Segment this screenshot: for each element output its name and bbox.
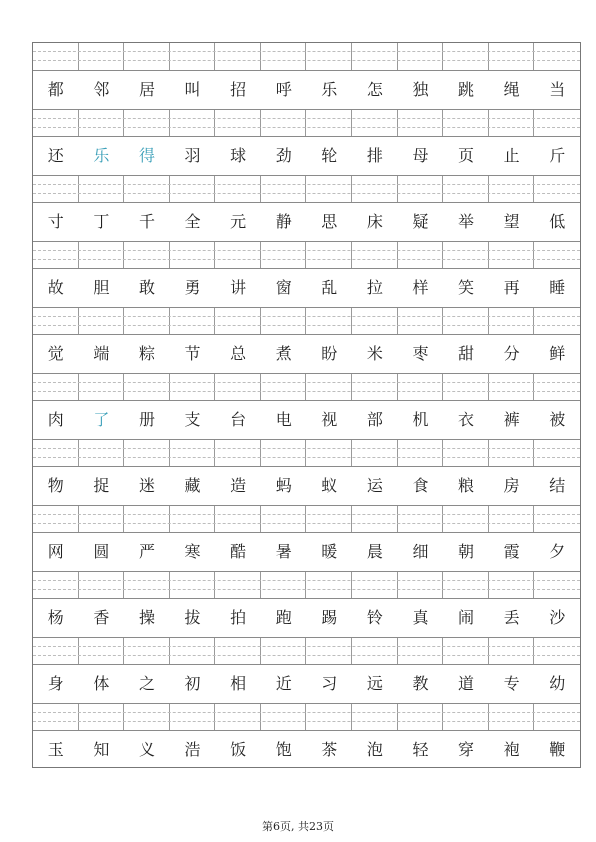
character-cell: 电 [275, 410, 292, 429]
pinyin-cell [443, 572, 489, 598]
character-cell: 窗 [275, 278, 292, 297]
pinyin-cell [79, 572, 125, 598]
pinyin-cell [398, 308, 444, 334]
character-cell: 沙 [549, 608, 566, 627]
pinyin-cell [398, 43, 444, 70]
character-line [33, 731, 580, 769]
character-cell: 衣 [458, 410, 475, 429]
character-cell: 习 [321, 674, 338, 693]
character-cell: 朝 [458, 542, 475, 561]
practice-row [33, 241, 580, 307]
pinyin-cell [443, 638, 489, 664]
practice-row [33, 175, 580, 241]
pinyin-cell [306, 572, 352, 598]
pinyin-cell [170, 176, 216, 202]
character-cell: 绳 [503, 80, 520, 99]
character-cell: 香 [93, 608, 110, 627]
pinyin-cell [306, 638, 352, 664]
character-cell: 运 [366, 476, 383, 495]
pinyin-cell [443, 704, 489, 730]
character-cell: 邻 [93, 80, 110, 99]
character-cell: 霞 [503, 542, 520, 561]
pinyin-cell [33, 43, 79, 70]
practice-row [33, 703, 580, 769]
pinyin-cell [261, 43, 307, 70]
pinyin-writing-lines [33, 175, 580, 203]
character-cell: 轮 [321, 146, 338, 165]
character-cell: 举 [458, 212, 475, 231]
character-cell: 跑 [275, 608, 292, 627]
character-cell: 泡 [366, 740, 383, 759]
character-cell: 玉 [47, 740, 64, 759]
pinyin-cell [398, 110, 444, 136]
pinyin-cell [170, 242, 216, 268]
pinyin-cell [534, 440, 580, 466]
character-cell: 之 [138, 674, 155, 693]
character-cell: 鞭 [549, 740, 566, 759]
character-cell: 寸 [47, 212, 64, 231]
pinyin-cell [489, 242, 535, 268]
pinyin-cell [398, 506, 444, 532]
pinyin-cell [443, 506, 489, 532]
character-cell: 鲜 [549, 344, 566, 363]
character-cell: 思 [321, 212, 338, 231]
character-cell: 迷 [138, 476, 155, 495]
pinyin-cell [306, 440, 352, 466]
pinyin-cell [489, 440, 535, 466]
page-footer: 第6页, 共23页 [262, 820, 334, 833]
practice-row [33, 571, 580, 637]
pinyin-writing-lines [33, 373, 580, 401]
highlighted-character: 得 [138, 146, 155, 165]
pinyin-cell [352, 110, 398, 136]
pinyin-cell [443, 176, 489, 202]
character-cell: 专 [503, 674, 520, 693]
character-cell: 视 [321, 410, 338, 429]
character-cell: 米 [366, 344, 383, 363]
pinyin-cell [261, 572, 307, 598]
pinyin-cell [534, 43, 580, 70]
pinyin-cell [170, 308, 216, 334]
practice-row [33, 637, 580, 703]
pinyin-cell [33, 704, 79, 730]
character-line [33, 137, 580, 175]
pinyin-cell [79, 506, 125, 532]
character-cell: 当 [549, 80, 566, 99]
pinyin-cell [215, 440, 261, 466]
character-cell: 网 [47, 542, 64, 561]
character-cell: 铃 [366, 608, 383, 627]
character-cell: 知 [93, 740, 110, 759]
character-cell: 样 [412, 278, 429, 297]
highlighted-character: 了 [93, 410, 110, 429]
pinyin-cell [124, 440, 170, 466]
character-cell: 静 [275, 212, 292, 231]
pinyin-cell [443, 440, 489, 466]
character-cell: 独 [412, 80, 429, 99]
character-cell: 羽 [184, 146, 201, 165]
character-line [33, 599, 580, 637]
pinyin-cell [489, 308, 535, 334]
character-cell: 茶 [321, 740, 338, 759]
pinyin-cell [170, 572, 216, 598]
pinyin-writing-lines [33, 571, 580, 599]
character-cell: 圆 [93, 542, 110, 561]
pinyin-cell [489, 110, 535, 136]
pinyin-cell [306, 506, 352, 532]
practice-row [33, 43, 580, 109]
pinyin-cell [534, 506, 580, 532]
character-cell: 勇 [184, 278, 201, 297]
pinyin-cell [261, 110, 307, 136]
character-cell: 敢 [138, 278, 155, 297]
pinyin-cell [306, 242, 352, 268]
pinyin-cell [306, 110, 352, 136]
character-cell: 斤 [549, 146, 566, 165]
character-cell: 暖 [321, 542, 338, 561]
character-cell: 结 [549, 476, 566, 495]
pinyin-cell [261, 176, 307, 202]
pinyin-cell [261, 704, 307, 730]
pinyin-cell [443, 308, 489, 334]
pinyin-writing-lines [33, 43, 580, 71]
pinyin-cell [261, 440, 307, 466]
pinyin-cell [215, 242, 261, 268]
character-practice-grid [32, 42, 581, 768]
pinyin-cell [124, 704, 170, 730]
pinyin-cell [170, 374, 216, 400]
character-cell: 蚁 [321, 476, 338, 495]
pinyin-cell [215, 176, 261, 202]
character-line [33, 533, 580, 571]
pinyin-cell [33, 440, 79, 466]
pinyin-cell [534, 374, 580, 400]
pinyin-cell [352, 176, 398, 202]
pinyin-cell [306, 308, 352, 334]
pinyin-cell [398, 704, 444, 730]
character-cell: 寒 [184, 542, 201, 561]
character-cell: 部 [366, 410, 383, 429]
pinyin-cell [443, 110, 489, 136]
practice-row [33, 109, 580, 175]
character-cell: 分 [503, 344, 520, 363]
character-cell: 幼 [549, 674, 566, 693]
character-cell: 千 [138, 212, 155, 231]
pinyin-cell [79, 638, 125, 664]
pinyin-cell [124, 110, 170, 136]
character-cell: 杨 [47, 608, 64, 627]
character-cell: 劲 [275, 146, 292, 165]
pinyin-cell [398, 572, 444, 598]
character-cell: 睡 [549, 278, 566, 297]
character-cell: 居 [138, 80, 155, 99]
pinyin-cell [352, 506, 398, 532]
character-cell: 端 [93, 344, 110, 363]
pinyin-cell [489, 374, 535, 400]
character-cell: 夕 [549, 542, 566, 561]
character-cell: 全 [184, 212, 201, 231]
character-cell: 浩 [184, 740, 201, 759]
character-cell: 初 [184, 674, 201, 693]
character-cell: 真 [412, 608, 429, 627]
pinyin-writing-lines [33, 703, 580, 731]
pinyin-cell [489, 638, 535, 664]
character-cell: 跳 [458, 80, 475, 99]
pinyin-cell [398, 242, 444, 268]
character-cell: 拉 [366, 278, 383, 297]
character-cell: 总 [230, 344, 247, 363]
character-cell: 元 [230, 212, 247, 231]
character-cell: 怎 [366, 80, 383, 99]
character-cell: 招 [230, 80, 247, 99]
character-cell: 支 [184, 410, 201, 429]
pinyin-cell [306, 43, 352, 70]
pinyin-cell [489, 506, 535, 532]
character-cell: 义 [138, 740, 155, 759]
pinyin-cell [534, 308, 580, 334]
pinyin-writing-lines [33, 109, 580, 137]
pinyin-cell [489, 704, 535, 730]
pinyin-cell [534, 704, 580, 730]
pinyin-cell [215, 704, 261, 730]
pinyin-cell [124, 572, 170, 598]
practice-row [33, 439, 580, 505]
pinyin-cell [33, 308, 79, 334]
pinyin-cell [306, 704, 352, 730]
pinyin-cell [534, 638, 580, 664]
pinyin-cell [306, 374, 352, 400]
character-cell: 再 [503, 278, 520, 297]
pinyin-cell [352, 374, 398, 400]
pinyin-writing-lines [33, 307, 580, 335]
character-cell: 母 [412, 146, 429, 165]
pinyin-cell [215, 638, 261, 664]
character-cell: 饭 [230, 740, 247, 759]
pinyin-cell [79, 704, 125, 730]
pinyin-cell [124, 43, 170, 70]
character-cell: 食 [412, 476, 429, 495]
pinyin-cell [534, 572, 580, 598]
pinyin-cell [215, 308, 261, 334]
pinyin-writing-lines [33, 637, 580, 665]
character-cell: 踢 [321, 608, 338, 627]
character-cell: 道 [458, 674, 475, 693]
pinyin-cell [261, 506, 307, 532]
character-cell: 物 [47, 476, 64, 495]
character-cell: 操 [138, 608, 155, 627]
pinyin-cell [33, 110, 79, 136]
pinyin-cell [33, 176, 79, 202]
character-line [33, 269, 580, 307]
pinyin-cell [215, 110, 261, 136]
character-cell: 肉 [47, 410, 64, 429]
pinyin-cell [261, 308, 307, 334]
pinyin-writing-lines [33, 439, 580, 467]
pinyin-cell [33, 374, 79, 400]
character-cell: 煮 [275, 344, 292, 363]
pinyin-cell [170, 506, 216, 532]
character-cell: 床 [366, 212, 383, 231]
pinyin-cell [398, 638, 444, 664]
pinyin-cell [352, 638, 398, 664]
pinyin-cell [398, 440, 444, 466]
pinyin-cell [124, 242, 170, 268]
character-cell: 严 [138, 542, 155, 561]
pinyin-cell [79, 176, 125, 202]
character-cell: 故 [47, 278, 64, 297]
pinyin-writing-lines [33, 241, 580, 269]
pinyin-cell [534, 176, 580, 202]
character-cell: 晨 [366, 542, 383, 561]
pinyin-cell [33, 506, 79, 532]
pinyin-cell [170, 440, 216, 466]
character-cell: 拍 [230, 608, 247, 627]
character-cell: 远 [366, 674, 383, 693]
pinyin-cell [261, 374, 307, 400]
pinyin-cell [215, 506, 261, 532]
pinyin-cell [124, 308, 170, 334]
pinyin-cell [306, 176, 352, 202]
character-cell: 盼 [321, 344, 338, 363]
character-cell: 都 [47, 80, 64, 99]
character-cell: 造 [230, 476, 247, 495]
character-cell: 笑 [458, 278, 475, 297]
pinyin-cell [124, 374, 170, 400]
pinyin-cell [124, 506, 170, 532]
pinyin-cell [170, 704, 216, 730]
character-cell: 甜 [458, 344, 475, 363]
pinyin-cell [170, 110, 216, 136]
character-cell: 望 [503, 212, 520, 231]
character-cell: 节 [184, 344, 201, 363]
character-cell: 饱 [275, 740, 292, 759]
character-cell: 轻 [412, 740, 429, 759]
pinyin-cell [33, 572, 79, 598]
character-line [33, 665, 580, 703]
pinyin-cell [215, 374, 261, 400]
character-cell: 排 [366, 146, 383, 165]
pinyin-cell [215, 43, 261, 70]
character-cell: 身 [47, 674, 64, 693]
character-cell: 球 [230, 146, 247, 165]
character-cell: 酷 [230, 542, 247, 561]
pinyin-cell [352, 308, 398, 334]
pinyin-cell [79, 242, 125, 268]
pinyin-writing-lines [33, 505, 580, 533]
character-cell: 叫 [184, 80, 201, 99]
character-cell: 呼 [275, 80, 292, 99]
pinyin-cell [33, 638, 79, 664]
pinyin-cell [79, 374, 125, 400]
character-cell: 袍 [503, 740, 520, 759]
character-line [33, 71, 580, 109]
pinyin-cell [33, 242, 79, 268]
character-cell: 丢 [503, 608, 520, 627]
character-cell: 乱 [321, 278, 338, 297]
pinyin-cell [443, 374, 489, 400]
pinyin-cell [170, 43, 216, 70]
character-cell: 胆 [93, 278, 110, 297]
character-cell: 拔 [184, 608, 201, 627]
pinyin-cell [398, 374, 444, 400]
character-cell: 穿 [458, 740, 475, 759]
character-cell: 止 [503, 146, 520, 165]
pinyin-cell [489, 572, 535, 598]
pinyin-cell [534, 242, 580, 268]
pinyin-cell [79, 43, 125, 70]
character-line [33, 467, 580, 505]
character-line [33, 335, 580, 373]
pinyin-cell [79, 440, 125, 466]
character-cell: 乐 [321, 80, 338, 99]
pinyin-cell [534, 110, 580, 136]
character-cell: 粽 [138, 344, 155, 363]
character-line [33, 203, 580, 241]
character-cell: 还 [47, 146, 64, 165]
pinyin-cell [352, 43, 398, 70]
pinyin-cell [489, 176, 535, 202]
pinyin-cell [79, 110, 125, 136]
pinyin-cell [443, 242, 489, 268]
character-cell: 蚂 [275, 476, 292, 495]
character-cell: 台 [230, 410, 247, 429]
character-cell: 体 [93, 674, 110, 693]
pinyin-cell [261, 638, 307, 664]
pinyin-cell [352, 242, 398, 268]
character-cell: 捉 [93, 476, 110, 495]
character-cell: 相 [230, 674, 247, 693]
pinyin-cell [352, 440, 398, 466]
character-cell: 裤 [503, 410, 520, 429]
character-line [33, 401, 580, 439]
character-cell: 教 [412, 674, 429, 693]
character-cell: 讲 [230, 278, 247, 297]
practice-row [33, 307, 580, 373]
character-cell: 机 [412, 410, 429, 429]
practice-row [33, 373, 580, 439]
character-cell: 丁 [93, 212, 110, 231]
practice-row [33, 505, 580, 571]
character-cell: 细 [412, 542, 429, 561]
character-cell: 页 [458, 146, 475, 165]
pinyin-cell [352, 704, 398, 730]
highlighted-character: 乐 [93, 146, 110, 165]
pinyin-cell [398, 176, 444, 202]
pinyin-cell [124, 176, 170, 202]
character-cell: 近 [275, 674, 292, 693]
pinyin-cell [443, 43, 489, 70]
character-cell: 疑 [412, 212, 429, 231]
character-cell: 册 [138, 410, 155, 429]
character-cell: 藏 [184, 476, 201, 495]
pinyin-cell [79, 308, 125, 334]
pinyin-cell [261, 242, 307, 268]
pinyin-cell [215, 572, 261, 598]
character-cell: 被 [549, 410, 566, 429]
character-cell: 房 [503, 476, 520, 495]
pinyin-cell [170, 638, 216, 664]
character-cell: 粮 [458, 476, 475, 495]
pinyin-cell [352, 572, 398, 598]
character-cell: 低 [549, 212, 566, 231]
pinyin-cell [489, 43, 535, 70]
character-cell: 暑 [275, 542, 292, 561]
pinyin-cell [124, 638, 170, 664]
character-cell: 觉 [47, 344, 64, 363]
character-cell: 枣 [412, 344, 429, 363]
character-cell: 闹 [458, 608, 475, 627]
